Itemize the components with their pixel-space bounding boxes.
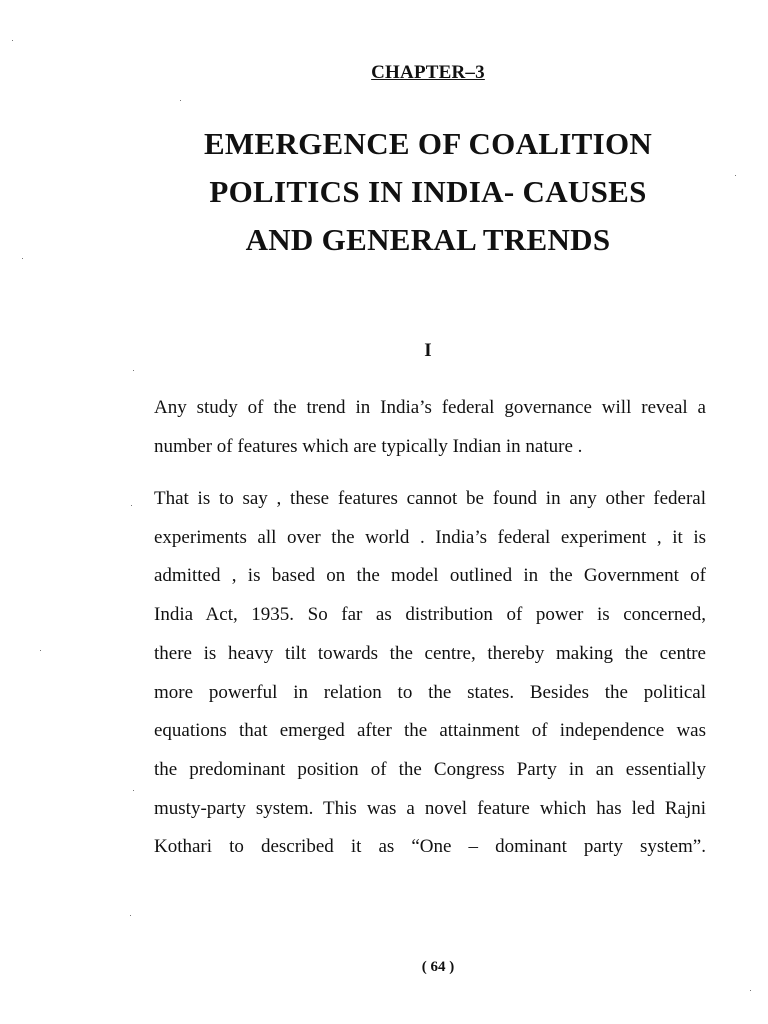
paragraph xyxy=(154,389,706,466)
text-line: there is heavy tilt towards the centre, thereby making the centre xyxy=(154,642,706,664)
text-line: experiments all over the world . India’s federal experiment , it is xyxy=(154,526,706,548)
text-line: Kothari to described it as “One – dominant party system”. xyxy=(154,836,706,858)
title-line: EMERGENCE OF COALITION xyxy=(203,126,653,161)
title-line: POLITICS IN INDIA- CAUSES xyxy=(209,174,647,209)
scan-speck xyxy=(40,650,41,651)
page-number: ( 64 ) xyxy=(421,959,455,975)
scan-speck xyxy=(22,258,23,259)
scan-speck xyxy=(131,505,132,506)
scan-speck xyxy=(180,100,181,101)
text-line: That is to say , these features cannot be found in any other federal xyxy=(154,488,706,509)
scan-speck xyxy=(133,790,134,791)
scan-speck xyxy=(12,40,13,41)
text-line: Any study of the trend in India’s federal governance will reveal a xyxy=(154,397,706,418)
chapter-title xyxy=(0,120,768,264)
chapter-label: CHAPTER–3 xyxy=(371,62,485,83)
paragraph xyxy=(154,480,706,867)
text-line: number of features which are typically Indian in nature . xyxy=(154,435,583,457)
scan-speck xyxy=(130,915,131,916)
text-line: equations that emerged after the attainment of independence was xyxy=(154,720,706,742)
text-line: more powerful in relation to the states. Besides the political xyxy=(154,681,706,703)
text-line: the predominant position of the Congress Party in an essentially xyxy=(154,758,706,780)
text-line: admitted , is based on the model outlined in the Government of xyxy=(154,565,706,587)
text-line: musty-party system. This was a novel feature which has led Rajni xyxy=(154,797,706,819)
title-line: AND GENERAL TRENDS xyxy=(245,222,611,257)
scan-speck xyxy=(750,990,751,991)
scan-speck xyxy=(735,175,736,176)
text-line: India Act, 1935. So far as distribution of power is concerned, xyxy=(154,604,706,626)
section-number: I xyxy=(424,340,432,361)
scan-speck xyxy=(133,370,134,371)
